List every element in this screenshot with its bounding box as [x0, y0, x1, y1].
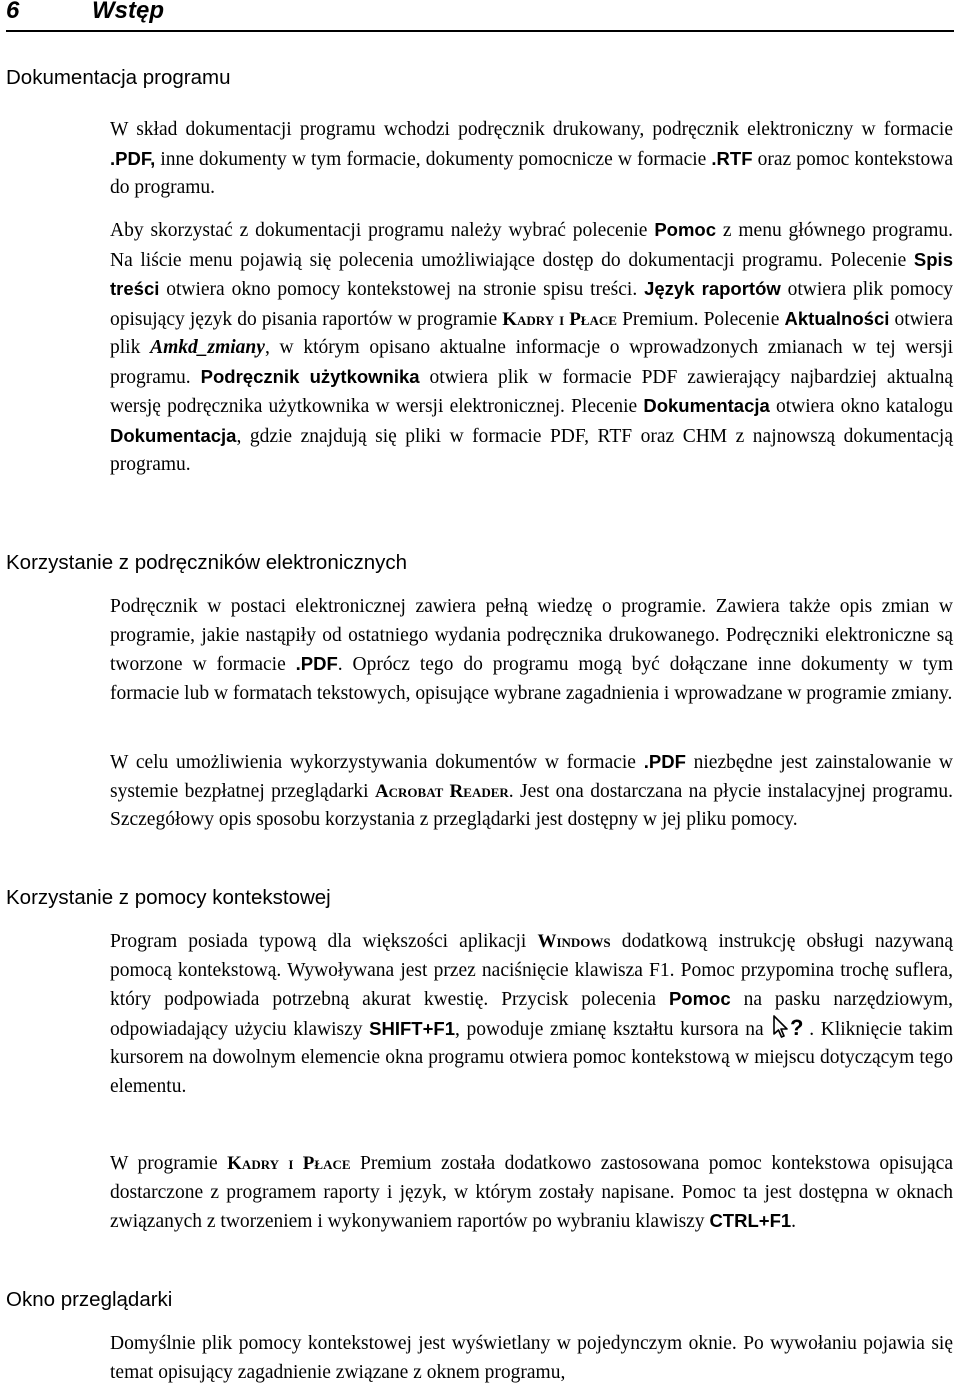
- paragraph-documentation-contents: W skład dokumentacji programu wchodzi podręcznik drukowany, podręcznik elektroniczny w formacie .PDF, inne dokumenty w tym formacie, dokumenty pomocnicze w formacie .RTF oraz pomoc kontekstowa do programu.: [110, 119, 953, 198]
- paragraph-electronic-manual: Podręcznik w postaci elektronicznej zawiera pełną wiedzę o programie. Zawiera także opis zmian w programie, jakie nastąpiły od ostatniego wydania podręcznika drukowanego. Podręczniki elektroniczne są tworzone w formacie .PDF. Oprócz tego do programu mogą być dołączane inne dokumenty w tym formacie lub w formatach tekstowych, opisujące wybrane zagadnienia i wprowadzane w programie zmiany.: [110, 596, 953, 704]
- section-heading-podreczniki: Korzystanie z podręczników elektronicznych: [6, 551, 408, 574]
- svg-text:?: ?: [790, 1014, 804, 1040]
- shortcut-shift-f1: SHIFT+F1: [369, 1017, 455, 1039]
- paragraph-acrobat-reader: W celu umożliwienia wykorzystywania dokumentów w formacie .PDF niezbędne jest zainstalowanie w systemie bezpłatnej przeglądarki Acrobat Reader. Jest ona dostarczana na płycie instalacyjnej programu. Szczegółowy opis sposobu korzystania z przeglądarki jest dostępny w jej pliku pomocy.: [110, 751, 954, 830]
- section-heading-okno-przegladarki: Okno przeglądarki: [6, 1288, 173, 1311]
- menu-command-jezyk-raportow: Język raportów: [644, 278, 781, 299]
- help-cursor-icon: [773, 1015, 809, 1041]
- running-header: [6, 0, 954, 32]
- menu-command-spis-tresci: Spis treści: [110, 248, 953, 299]
- paragraph-context-help: Program posiada typową dla większości aplikacji Windows dodatkową instrukcję obsługi nazywaną pomocą kontekstową. Wywoływana jest przez naciśnięcie klawisza F1. Pomoc przypomina trochę suflera, który podpowiada potrzebną akurat kwestię. Przycisk polecenia Pomoc na pasku narzędziowym, odpowiadający użyciu klawiszy SHIFT+F1, powoduje zmianę kształtu kursora na ? . Kliknięcie takim kursorem na dowolnym elemencie okna programu otwiera pomoc kontekstową w miejscu dotyczącym tego elementu.: [110, 931, 953, 1097]
- menu-command-podrecznik: Podręcznik użytkownika: [200, 365, 420, 387]
- program-name: Kadry i Płace: [227, 1153, 351, 1174]
- acrobat-reader-name: Acrobat Reader: [374, 780, 509, 802]
- paragraph-report-help: W programie Kadry i Płace Premium została dodatkowo zastosowana pomoc kontekstowa opisująca dostarczone z programem raporty i język, w którym zostały napisane. Pomoc ta jest dostępna w oknach związanych z tworzeniem i wykonywaniem raportów po wybraniu klawiszy CTRL+F1.: [110, 1153, 953, 1232]
- windows-name: Windows: [537, 931, 611, 952]
- program-name: Kadry i Płace: [502, 308, 617, 330]
- chapter-title: Wstęp: [92, 0, 164, 24]
- menu-command-pomoc: Pomoc: [654, 219, 716, 240]
- folder-name-dokumentacja: Dokumentacja: [110, 424, 237, 446]
- menu-command-dokumentacja: Dokumentacja: [643, 395, 770, 416]
- section-heading-dokumentacja: Dokumentacja programu: [6, 66, 231, 89]
- shortcut-ctrl-f1: CTRL+F1: [709, 1210, 792, 1231]
- paragraph-help-menu: Aby skorzystać z dokumentacji programu należy wybrać polecenie Pomoc z menu głównego programu. Na liście menu pojawią się polecenia umożliwiające dostęp do dokumentacji programu. Polecenie Spis treści otwiera okno pomocy kontekstowej na stronie spisu treści. Język raportów otwiera plik pomocy opisujący język do pisania raportów w programie Kadry i Płace Premium. Polecenie Aktualności otwiera plik Amkd_zmiany, w którym opisano aktualne informacje o wprowadzonych zmianach w tej wersji programu. Podręcznik użytkownika otwiera plik w formacie PDF zawierający najbardziej aktualną wersję podręcznika użytkownika w wersji elektronicznej. Plecenie Dokumentacja otwiera okno katalogu Dokumentacja, gdzie znajdują się pliki w formacie PDF, RTF oraz CHM z najnowszą dokumentacją programu.: [110, 219, 953, 475]
- section-heading-pomoc-kontekstowa: Korzystanie z pomocy kontekstowej: [6, 886, 331, 909]
- paragraph-browser-window: Domyślnie plik pomocy kontekstowej jest wyświetlany w pojedynczym oknie. Po wywołaniu pojawia się temat opisujący zagadnienie związane z oknem programu,: [110, 1333, 953, 1383]
- page-number: 6: [6, 0, 20, 24]
- toolbar-command-pomoc: Pomoc: [668, 988, 731, 1009]
- file-name-amkd-zmiany: Amkd_zmiany: [150, 337, 265, 358]
- menu-command-aktualnosci: Aktualności: [784, 307, 890, 329]
